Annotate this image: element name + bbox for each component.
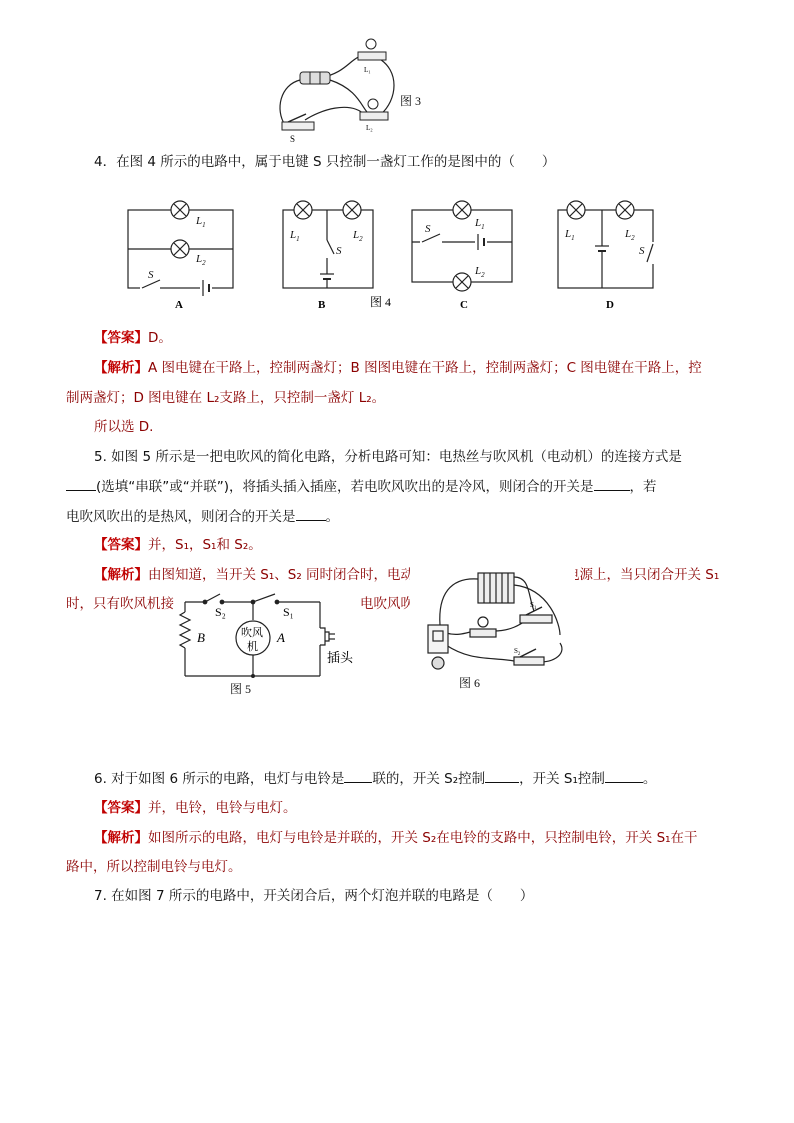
q5-line3: 电吹风吹出的是热风，则闭合的开关是 。 xyxy=(66,506,339,527)
fig5-s2-label: S₂ xyxy=(215,605,226,619)
fig6-caption: 图 6 xyxy=(459,676,481,690)
q4-analysis-line2: 制两盏灯；D 图电键在 L₂支路上，只控制一盏灯 L₂。 xyxy=(66,390,386,406)
fig5-b-label: B xyxy=(197,630,205,645)
svg-text:L1: $L_1$ xyxy=(475,217,485,231)
fig3-s-label: S xyxy=(290,134,296,144)
svg-text:L2: $L_2$ xyxy=(475,265,485,279)
fig5-motor-label1: 吹风 xyxy=(241,627,263,639)
q5-line2: (选填“串联”或“并联”)，将插头插入插座，若电吹风吹出的是冷风，则闭合的开关是 ，若 xyxy=(66,476,657,497)
fig4-caption: 图 4 xyxy=(370,295,392,309)
q5-analysis-c: 时，只有吹风机接 xyxy=(66,596,174,612)
svg-text:S: S xyxy=(425,223,431,235)
svg-text:S: S xyxy=(148,269,154,281)
figure-3 xyxy=(270,30,410,145)
q4-text: 4．在图 4 所示的电路中，属于电键 S 只控制一盏灯工作的是图中的（ ） xyxy=(94,154,556,170)
q7-text: 7. 在如图 7 所示的电路中，开关闭合后，两个灯泡并联的电路是（ ） xyxy=(94,888,534,904)
fig3-caption: 图 3 xyxy=(400,94,422,108)
svg-text:S: S xyxy=(639,245,645,257)
svg-text:S2: $S_2$ xyxy=(514,647,521,657)
q5-analysis-d: 电吹风吹出 xyxy=(360,596,428,612)
svg-text:L2: $L_2$ xyxy=(196,253,206,267)
fig3-l1-label: L₁ xyxy=(364,66,371,74)
svg-text:L2: $L_2$ xyxy=(353,229,363,243)
q4-so-select: 所以选 D. xyxy=(94,419,154,435)
q5-answer: 【答案】并，S₁，S₁和 S₂。 xyxy=(94,537,262,553)
figure-5 xyxy=(175,590,355,695)
q6-answer: 【答案】并，电铃，电铃与电灯。 xyxy=(94,800,297,816)
q4-option-b: B xyxy=(318,299,326,311)
q5-line1: 5. 如图 5 所示是一把电吹风的简化电路，分析电路可知：电热丝与吹风机（电动机）的连接方式是 xyxy=(94,449,682,465)
fig5-motor-label2: 机 xyxy=(247,641,258,653)
figure-4 xyxy=(120,192,660,317)
q6-analysis-line2: 路中，所以控制电铃与电灯。 xyxy=(66,859,242,875)
fig5-a-label: A xyxy=(277,630,285,645)
q6-line1: 6. 对于如图 6 所示的电路，电灯与电铃是 联的，开关 S₂控制 ，开关 S₁控制 。 xyxy=(94,768,656,789)
fig3-l2-label: L₂ xyxy=(366,124,373,132)
q4-option-c: C xyxy=(460,299,468,311)
svg-text:L2: $L_2$ xyxy=(625,228,635,242)
figure-6 xyxy=(410,565,575,677)
svg-text:S1: $S_1$ xyxy=(530,601,537,611)
q4-option-a: A xyxy=(175,299,183,311)
q5-analysis-b: 电源上，当只闭合开关 S₁ xyxy=(566,567,720,583)
fig5-plug-label: 插头 xyxy=(327,650,354,665)
q4-answer: 【答案】D。 xyxy=(94,330,172,346)
svg-text:L1: $L_1$ xyxy=(196,215,206,229)
q5-analysis-a: 【解析】由图知道，当开关 S₁、S₂ 同时闭合时，电动 xyxy=(94,567,415,583)
fig5-s1-label: S₁ xyxy=(283,605,294,619)
svg-text:L1: $L_1$ xyxy=(290,229,300,243)
svg-text:S: S xyxy=(336,245,342,257)
fig5-caption: 图 5 xyxy=(230,682,252,696)
q4-option-d: D xyxy=(606,299,614,311)
q4-analysis-line1: 【解析】A 图电键在干路上，控制两盏灯；B 图图电键在干路上，控制两盏灯；C 图电键在干路上，控 xyxy=(94,360,702,376)
q6-analysis-line1: 【解析】如图所示的电路，电灯与电铃是并联的，开关 S₂在电铃的支路中，只控制电铃，开关 S₁在干 xyxy=(94,830,698,846)
svg-text:L1: $L_1$ xyxy=(565,228,575,242)
